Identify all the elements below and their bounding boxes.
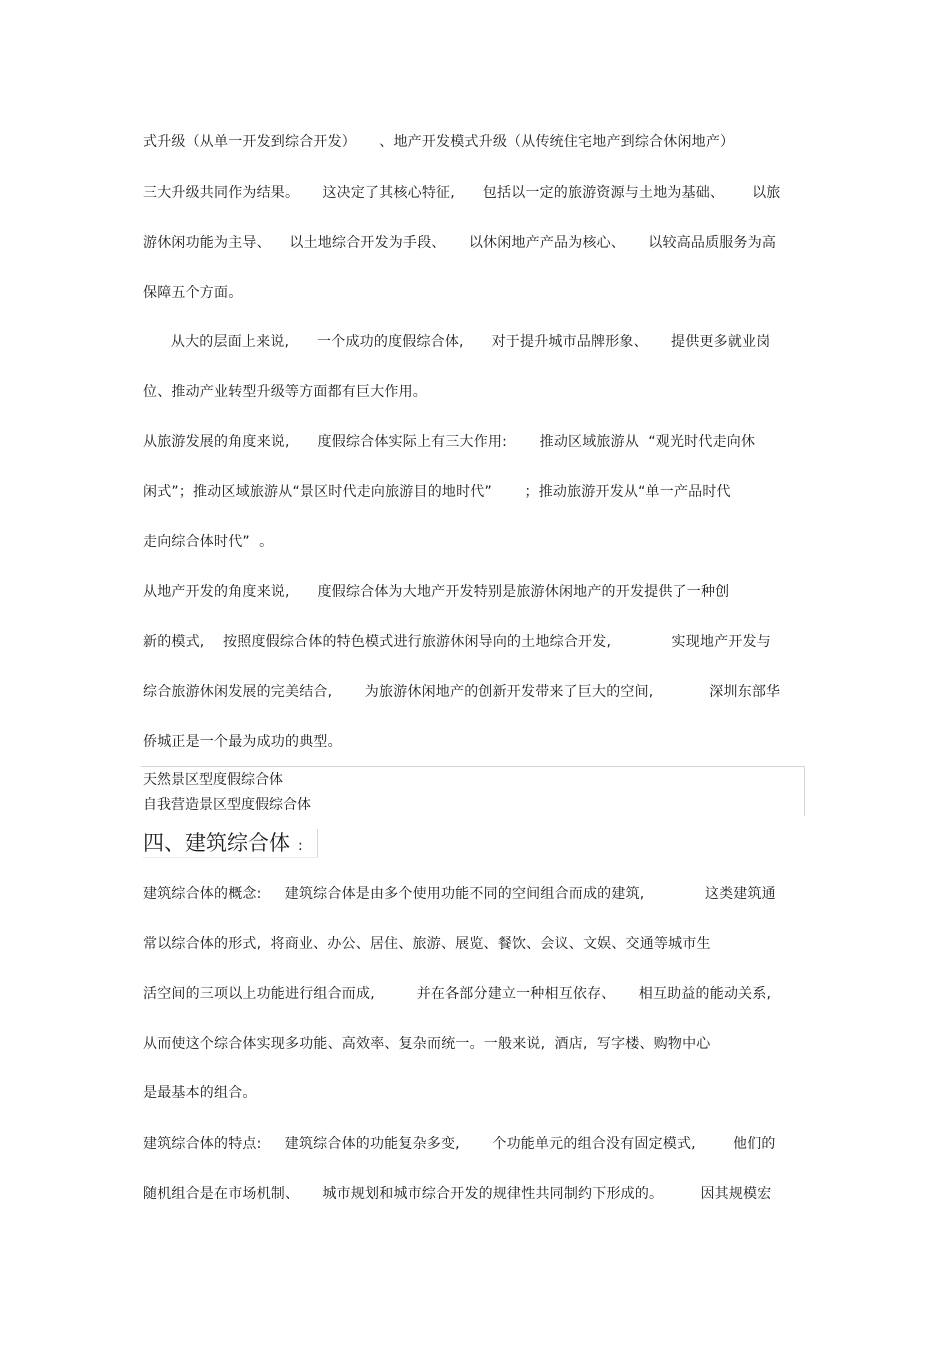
text-line: 游休闲功能为主导、 以土地综合开发为手段、 以休闲地产产品为核心、 以较高品质服务为高 (143, 235, 777, 251)
text-line: 建筑综合体的特点: 建筑综合体的功能复杂多变, 个功能单元的组合没有固定模式, 他们的 (143, 1136, 776, 1152)
text-line: 从地产开发的角度来说, 度假综合体为大地产开发特别是旅游休闲地产的开发提供了一种创 (143, 584, 730, 600)
text-line: 从大的层面上来说, 一个成功的度假综合体, 对于提升城市品牌形象、 提供更多就业岗 (143, 334, 771, 350)
text-line: 是最基本的组合。 (143, 1085, 257, 1101)
text-line: 建筑综合体的概念: 建筑综合体是由多个使用功能不同的空间组合而成的建筑, 这类建筑通 (143, 886, 776, 902)
text-line: 保障五个方面。 (143, 285, 243, 301)
text-line: 三大升级共同作为结果。 这决定了其核心特征, 包括以一定的旅游资源与土地为基础、 以旅 (143, 185, 781, 201)
text-line: 综合旅游休闲发展的完美结合, 为旅游休闲地产的创新开发带来了巨大的空间, 深圳东部华 (143, 684, 781, 700)
text-line: 闲式”；推动区域旅游从“景区时代走向旅游目的地时代” ；推动旅游开发从“单一产品时代 (143, 484, 731, 500)
text-line: 从而使这个综合体实现多功能、高效率、复杂而统一。一般来说, 酒店, 写字楼、购物中心 (143, 1036, 711, 1052)
text-line: 走向综合体时代” 。 (143, 534, 274, 550)
text-line: 位、推动产业转型升级等方面都有巨大作用。 (143, 384, 427, 400)
list-item: 天然景区型度假综合体 (143, 772, 283, 788)
section-heading-colon: : (298, 838, 303, 854)
text-line: 随机组合是在市场机制、 城市规划和城市综合开发的规律性共同制约下形成的。 因其规模宏 (143, 1186, 772, 1202)
text-line: 活空间的三项以上功能进行组合而成, 并在各部分建立一种相互依存、 相互助益的能动关系, (143, 986, 772, 1002)
text-line: 侨城正是一个最为成功的典型。 (143, 734, 342, 750)
section-heading-text: 四、建筑综合体 (143, 831, 290, 855)
text-line: 式升级（从单一开发到综合开发） 、地产开发模式升级（从传统住宅地产到综合休闲地产） (143, 134, 735, 150)
text-line: 常以综合体的形式, 将商业、办公、居住、旅游、展览、餐饮、会议、文娱、交通等城市生 (143, 936, 711, 952)
text-line: 从旅游发展的角度来说, 度假综合体实际上有三大作用: 推动区域旅游从 “观光时代走向休 (143, 434, 756, 450)
list-item: 自我营造景区型度假综合体 (143, 797, 311, 813)
resort-type-list (141, 766, 805, 816)
section-heading (143, 829, 318, 858)
text-line: 新的模式, 按照度假综合体的特色模式进行旅游休闲导向的土地综合开发, 实现地产开发与 (143, 634, 771, 650)
